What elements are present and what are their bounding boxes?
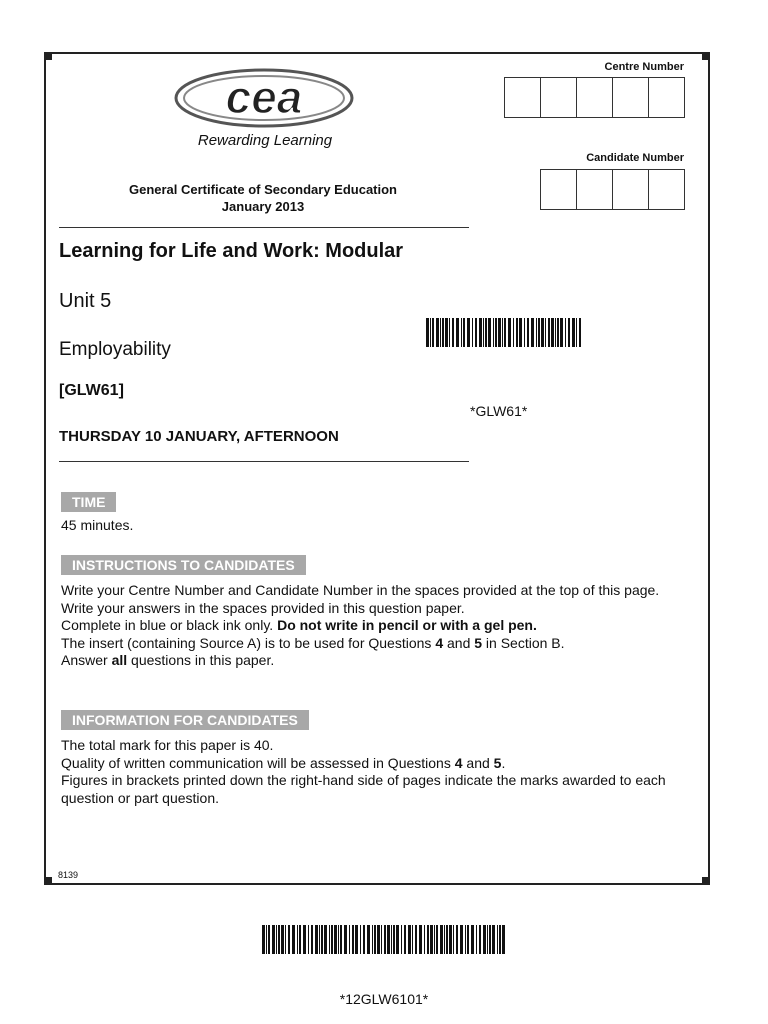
barcode-bar [436,925,438,954]
barcode-bar [430,925,433,954]
information-heading: INFORMATION FOR CANDIDATES [61,710,309,730]
barcode-bar [387,925,390,954]
barcode-bar [308,925,309,954]
barcode-bar [527,318,529,347]
centre-number-digit[interactable] [613,78,649,117]
corner-mark [702,52,710,60]
barcode-bar [272,925,275,954]
barcode-bar [268,925,270,954]
barcode-bar [467,925,469,954]
centre-number-digit[interactable] [541,78,577,117]
barcode-bar [492,925,495,954]
barcode-bar [396,925,399,954]
instruction-emphasis: 4 [435,634,444,651]
barcode-bar [352,925,354,954]
exam-session: January 2013 [221,199,305,214]
information-text-part: Quality of written communication will be assessed in Questions [61,754,455,771]
barcode-bar [555,318,556,347]
barcode-bar [426,318,429,347]
barcode-bar [404,925,406,954]
barcode-bar [502,925,505,954]
barcode-bar [461,318,462,347]
barcode-bar [315,925,318,954]
paper-reference: 8139 [58,870,79,880]
barcode-bar [381,925,382,954]
time-heading: TIME [61,492,116,512]
paper-unit: Unit 5 [59,290,112,312]
instruction-line [61,617,681,635]
barcode-bar [560,318,563,347]
barcode-bar [524,318,525,347]
barcode-bar [495,318,497,347]
barcode-bar [513,318,514,347]
barcode-bar [467,318,470,347]
barcode-bar [508,318,511,347]
instruction-emphasis: Do not write in pencil or with a gel pen. [277,617,537,633]
centre-number-digit[interactable] [577,78,613,117]
barcode-bar [419,925,422,954]
information-line: Figures in brackets printed down the right-hand side of pages indicate the marks awarded to each question or part question. [61,772,666,806]
qualification [80,181,446,215]
time-section [61,492,116,512]
barcode-bar [483,318,484,347]
barcode-bar [278,925,280,954]
barcode-bar [557,318,559,347]
instruction-emphasis: 5 [474,634,483,651]
centre-number-digit[interactable] [649,78,684,117]
barcode-bar [344,925,347,954]
barcode-bar [377,925,380,954]
barcode-bar [299,925,301,954]
barcode-bar [266,925,267,954]
barcode-bottom [262,925,506,954]
barcode-bar [465,925,466,954]
barcode-bar [471,925,474,954]
barcode-bar [432,318,434,347]
paper-title: Learning for Life and Work: Modular [59,240,404,262]
centre-number-boxes[interactable] [504,77,685,118]
barcode-bar [292,925,295,954]
barcode-bar [363,925,365,954]
barcode-bottom-text: *12GLW6101* [339,991,429,1007]
barcode-bar [541,318,544,347]
barcode-bar [483,925,486,954]
qualification-name: General Certificate of Secondary Education [128,182,398,197]
barcode-bar [355,925,358,954]
instruction-text: in Section B. [482,634,565,651]
barcode-bar [551,318,554,347]
barcode-bar [498,318,501,347]
barcode-bar [545,318,546,347]
corner-mark [44,877,52,885]
barcode-bar [548,318,550,347]
barcode-bar [453,925,454,954]
barcode-bar [516,318,518,347]
barcode-bar [493,318,494,347]
barcode-bar [502,318,503,347]
barcode-bar [338,925,339,954]
barcode-bar [319,925,320,954]
paper-code: [GLW61] [59,382,124,399]
barcode-bar [487,925,488,954]
barcode-bar [393,925,395,954]
candidate-number-digit[interactable] [649,170,684,209]
barcode-bar [367,925,370,954]
instruction-emphasis: all [111,652,128,668]
barcode-bar [444,925,445,954]
information-line [61,755,681,773]
barcode-bar [408,925,411,954]
candidate-number-digit[interactable] [577,170,613,209]
information-text [61,737,681,807]
centre-number-label: Centre Number [604,61,684,73]
barcode-bar [476,925,477,954]
information-line: The total mark for this paper is 40. [61,737,274,753]
barcode-bar [440,925,443,954]
barcode-bar [297,925,298,954]
barcode-bar [424,925,425,954]
barcode-bar [415,925,417,954]
barcode-bar [412,925,413,954]
instruction-text: Complete in blue or black ink only. [61,617,278,633]
barcode-bar [288,925,290,954]
information-text-part: . [501,754,506,771]
barcode-bar [488,318,491,347]
candidate-number-label: Candidate Number [586,152,684,164]
barcode-bar [445,318,448,347]
information-section [61,710,309,730]
barcode-bar [436,318,439,347]
corner-mark [702,877,710,885]
centre-number-digit[interactable] [505,78,541,117]
paper-subject: Employability [59,339,171,360]
barcode-bar [446,925,448,954]
barcode-bar [463,318,465,347]
barcode-bar [349,925,350,954]
barcode-bar [434,925,435,954]
divider [59,227,469,228]
information-emphasis: 5 [493,754,502,771]
barcode-bar [499,925,501,954]
barcode-bar [460,925,463,954]
barcode-top-text: *GLW61* [470,403,528,419]
instruction-line: Write your Centre Number and Candidate Number in the spaces provided at the top of this page. [61,582,660,598]
barcode-bar [489,925,491,954]
barcode-bar [497,925,498,954]
barcode-bar [479,318,482,347]
barcode-bar [538,318,540,347]
barcode-bar [475,318,477,347]
barcode-bar [391,925,392,954]
divider [59,461,469,462]
barcode-bar [440,318,441,347]
instruction-line [61,652,681,670]
exam-date: THURSDAY 10 JANUARY, AFTERNOON [59,428,339,445]
barcode-bar [303,925,306,954]
barcode-bar [531,318,534,347]
barcode-bar [456,318,459,347]
instructions-text [61,582,681,670]
barcode-bar [285,925,286,954]
barcode-bar [262,925,265,954]
barcode-bar [565,318,566,347]
information-emphasis: 4 [454,754,463,771]
barcode-bar [579,318,581,347]
barcode-bar [485,318,487,347]
instruction-text: The insert (containing Source A) is to be used for Questions [61,634,436,651]
corner-mark [44,52,52,60]
barcode-bar [372,925,373,954]
barcode-bar [536,318,537,347]
barcode-bar [331,925,333,954]
barcode-bar [374,925,376,954]
time-text: 45 minutes. [61,517,134,533]
information-text-part: and [462,754,494,771]
instructions-heading: INSTRUCTIONS TO CANDIDATES [61,555,306,575]
barcode-bar [324,925,327,954]
barcode-bar [572,318,575,347]
instruction-line [61,635,681,653]
barcode-top [426,318,583,347]
barcode-bar [311,925,313,954]
logo-tagline: Rewarding Learning [197,132,333,149]
instruction-text: Answer [61,652,112,668]
barcode-bar [568,318,570,347]
barcode-bar [384,925,386,954]
barcode-bar [449,318,450,347]
instruction-line: Write your answers in the spaces provided in this question paper. [61,599,465,616]
logo-text: cea [225,71,303,123]
barcode-bar [321,925,323,954]
barcode-bar [340,925,342,954]
barcode-bar [430,318,431,347]
barcode-bar [452,318,454,347]
barcode-bar [519,318,522,347]
instruction-text: and [443,634,475,651]
barcode-bar [576,318,577,347]
barcode-bar [442,318,444,347]
barcode-bar [427,925,429,954]
barcode-bar [334,925,337,954]
barcode-bar [504,318,506,347]
instructions-section [61,555,306,575]
barcode-bar [479,925,481,954]
barcode-bar [276,925,277,954]
candidate-number-digit[interactable] [613,170,649,209]
barcode-bar [329,925,330,954]
candidate-number-boxes[interactable] [540,169,685,210]
cea-logo [172,66,356,130]
barcode-bar [281,925,284,954]
barcode-bar [360,925,361,954]
instruction-text: questions in this paper. [127,652,275,668]
barcode-bar [456,925,458,954]
barcode-bar [472,318,473,347]
candidate-number-digit[interactable] [541,170,577,209]
barcode-bar [449,925,452,954]
barcode-bar [401,925,402,954]
